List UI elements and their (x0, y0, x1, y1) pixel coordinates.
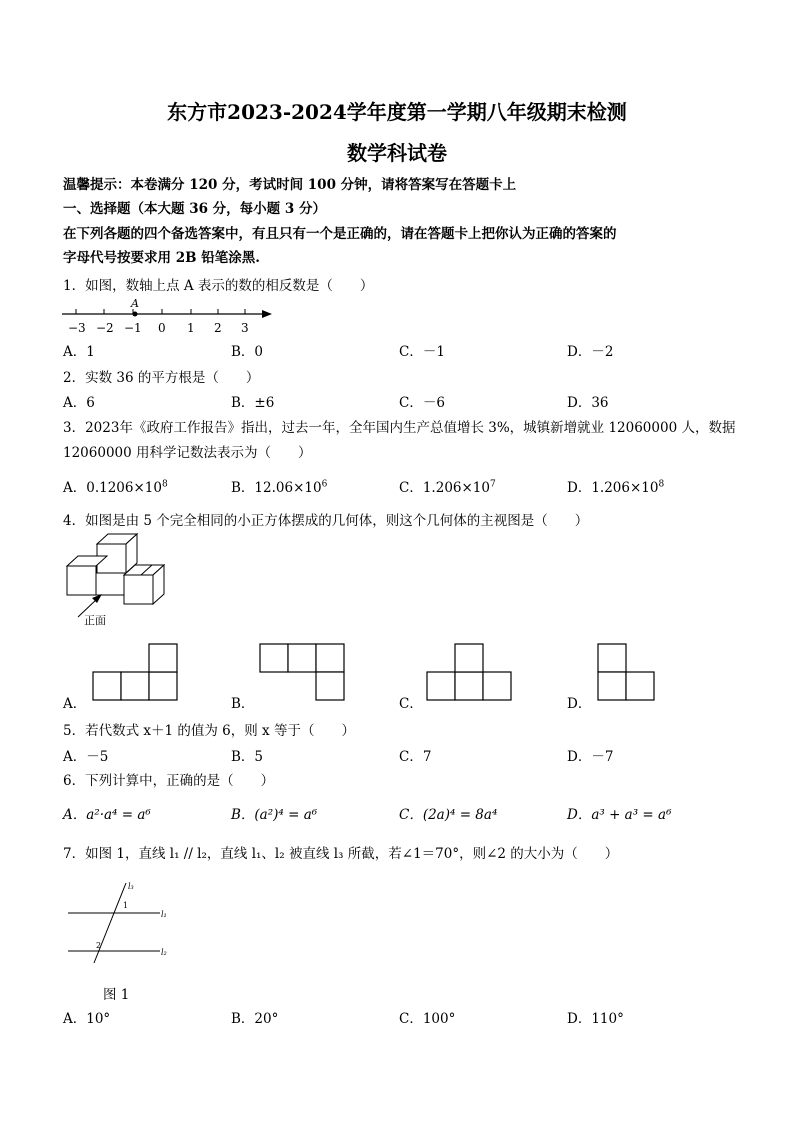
tick-label: 2 (214, 321, 222, 335)
exam-title: 东方市2023-2024学年度第一学期八年级期末检测 (167, 100, 627, 124)
q5-option-b[interactable]: B．5 (231, 749, 264, 765)
q4-option-a-figure[interactable] (92, 642, 182, 702)
tip-text: 温馨提示：本卷满分 120 分，考试时间 100 分钟，请将答案写在答题卡上 (63, 177, 517, 193)
q7-stem: 7．如图 1，直线 l₁ // l₂，直线 l₁、l₂ 被直线 l₃ 所截，若∠1＝70°，则∠2 的大小为（ ） (63, 846, 619, 862)
q1-option-b[interactable]: B．0 (231, 344, 264, 360)
q5-stem: 5．若代数式 x＋1 的值为 6，则 x 等于（ ） (63, 723, 355, 739)
q4-option-b[interactable]: B． (231, 696, 255, 712)
q6-option-b[interactable]: B．(a²)⁴ = a⁶ (231, 807, 318, 823)
q3-option-d[interactable]: D．$1.206\times 10^8$ (567, 479, 665, 496)
q3-option-c[interactable]: C．$1.206\times 10^7$ (399, 479, 496, 496)
angle-1-label: 1 (123, 901, 129, 910)
q5-option-c[interactable]: C．7 (399, 749, 432, 765)
q4-option-d-figure[interactable] (597, 642, 659, 702)
line-l2-label: l₂ (161, 948, 167, 957)
section-heading: 一、选择题（本大题 36 分，每小题 3 分） (63, 201, 326, 217)
q2-option-d[interactable]: D．36 (567, 395, 609, 411)
q4-option-a[interactable]: A． (63, 696, 87, 712)
tick-label: 3 (241, 321, 249, 335)
q1-option-c[interactable]: C．－1 (399, 344, 445, 360)
section-instruction-1: 在下列各题的四个备选答案中，有且只有一个是正确的，请在答题卡上把你认为正确的答案的 (63, 226, 617, 242)
number-line-figure (60, 296, 275, 338)
q1-stem: 1．如图，数轴上点 A 表示的数的相反数是（ ） (63, 278, 374, 294)
section-instruction-2: 字母代号按要求用 2B 铅笔涂黑. (63, 250, 260, 266)
point-a-label: A (131, 297, 139, 310)
q3-stem-line1: 3．2023年《政府工作报告》指出，过去一年，全年国内生产总值增长 3%，城镇新增就业 12060000 人，数据 (63, 420, 736, 436)
parallel-lines-figure (64, 875, 174, 965)
line-l1-label: l₁ (161, 910, 167, 919)
q3-stem-line2: 12060000 用科学记数法表示为（ ） (63, 445, 312, 461)
q2-option-a[interactable]: A．6 (63, 395, 95, 411)
q7-option-a[interactable]: A．10° (63, 1011, 111, 1027)
q2-stem: 2．实数 36 的平方根是（ ） (63, 370, 260, 386)
q4-option-c[interactable]: C． (399, 696, 423, 712)
point-a-marker (133, 312, 138, 317)
q1-option-d[interactable]: D．－2 (567, 344, 614, 360)
q1-option-a[interactable]: A．1 (63, 344, 95, 360)
q4-option-b-figure[interactable] (259, 642, 349, 702)
tick-label: 1 (187, 321, 195, 335)
line-l3-label: l₃ (128, 882, 134, 891)
q5-option-d[interactable]: D．－7 (567, 749, 614, 765)
q4-option-c-figure[interactable] (426, 642, 516, 702)
q6-option-c[interactable]: C．(2a)⁴ = 8a⁴ (399, 807, 498, 823)
tick-label: −2 (96, 321, 114, 335)
q2-option-c[interactable]: C．－6 (399, 395, 445, 411)
tick-label: −3 (68, 321, 86, 335)
q4-option-d[interactable]: D． (567, 696, 592, 712)
front-view-label: 正面 (84, 614, 106, 627)
tick-label: 0 (158, 321, 166, 335)
q7-option-b[interactable]: B．20° (231, 1011, 279, 1027)
q3-option-a[interactable]: A．$0.1206\times 10^8$ (63, 479, 168, 496)
exam-subtitle: 数学科试卷 (347, 141, 447, 165)
q5-option-a[interactable]: A．－5 (63, 749, 109, 765)
figure-1-caption: 图 1 (103, 987, 130, 1003)
q3-option-b[interactable]: B．$12.06\times 10^6$ (231, 479, 328, 496)
q6-option-a[interactable]: A．a²·a⁴ = a⁶ (63, 807, 151, 823)
tick-label: −1 (124, 321, 142, 335)
q7-option-c[interactable]: C．100° (399, 1011, 456, 1027)
cube-solid-figure (62, 530, 172, 630)
angle-2-label: 2 (96, 941, 102, 950)
q2-option-b[interactable]: B．±6 (231, 395, 275, 411)
q6-stem: 6．下列计算中，正确的是（ ） (63, 773, 275, 789)
q4-stem: 4．如图是由 5 个完全相同的小正方体摆成的几何体，则这个几何体的主视图是（ ） (63, 513, 589, 529)
q7-option-d[interactable]: D．110° (567, 1011, 624, 1027)
q6-option-d[interactable]: D．a³ + a³ = a⁶ (567, 807, 672, 823)
